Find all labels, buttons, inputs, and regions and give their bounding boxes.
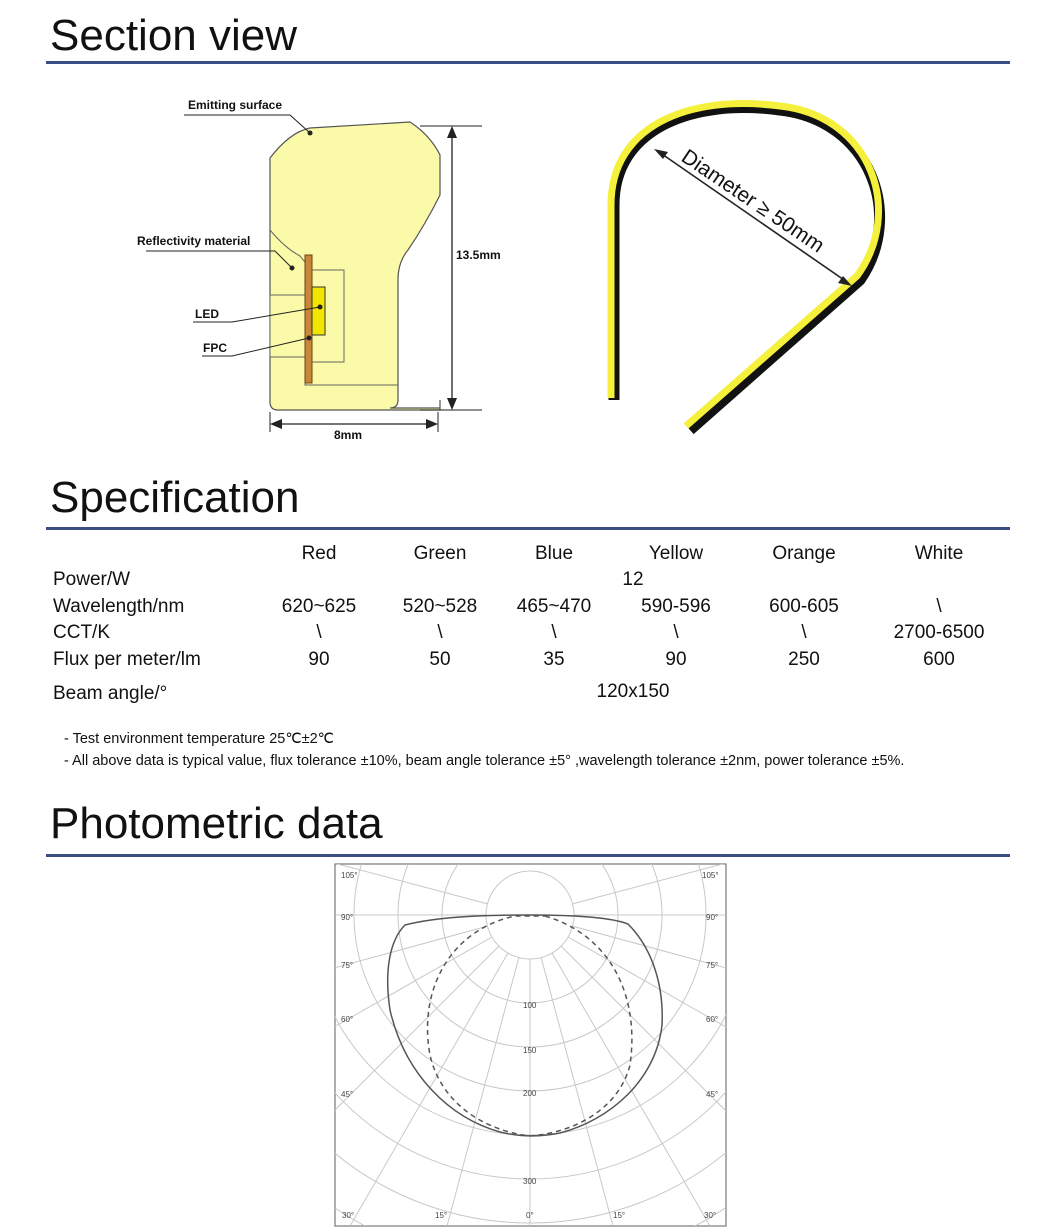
cell: 465~470	[516, 596, 592, 617]
note-temperature: - Test environment temperature 25℃±2℃	[64, 731, 334, 747]
left-angle-label: 75°	[341, 961, 354, 970]
diameter-label: Diameter ≥ 50mm	[677, 145, 829, 258]
fpc-slot	[270, 295, 307, 357]
row-label-wavelength: Wavelength/nm	[53, 596, 185, 617]
strip-shadow	[614, 108, 880, 430]
cell: \	[673, 622, 679, 643]
cell: 600	[923, 649, 955, 670]
cell: 590-596	[641, 596, 711, 617]
cell: 2700-6500	[893, 622, 985, 643]
radial-label: 100	[523, 1001, 537, 1010]
polar-photometric-chart	[334, 863, 727, 1227]
cell: 620~625	[281, 596, 357, 617]
emitting-surface-label: Emitting surface	[188, 98, 283, 112]
bottom-angle-label: 0°	[526, 1211, 534, 1220]
power-value: 12	[622, 569, 644, 590]
section-view-rule	[46, 61, 1010, 64]
cell: \	[551, 622, 557, 643]
cell: 90	[665, 649, 687, 670]
reflectivity-material-label: Reflectivity material	[137, 234, 251, 248]
profile-body	[270, 122, 440, 410]
right-angle-label: 75°	[706, 961, 719, 970]
cell: \	[801, 622, 807, 643]
cell: 90	[308, 649, 330, 670]
radial-label: 200	[523, 1089, 537, 1098]
cell: 520~528	[402, 596, 478, 617]
left-angle-label: 60°	[341, 1015, 354, 1024]
led-chip	[312, 287, 325, 335]
note-tolerances: - All above data is typical value, flux tolerance ±10%, beam angle tolerance ±5° ,wavelength tolerance ±2nm, power tolerance ±5%.	[64, 753, 905, 769]
specification-heading: Specification	[50, 473, 300, 522]
cell: \	[437, 622, 443, 643]
fpc-strip	[305, 255, 312, 383]
right-angle-label: 60°	[706, 1015, 719, 1024]
specification-rule	[46, 527, 1010, 530]
left-angle-label: 105°	[341, 871, 358, 880]
bent-strip-illustration	[595, 85, 900, 445]
photometric-heading: Photometric data	[50, 799, 383, 848]
radial-label: 300	[523, 1177, 537, 1186]
cross-section-diagram	[120, 85, 520, 455]
cell: 600-605	[769, 596, 839, 617]
cell: 35	[543, 649, 565, 670]
bottom-angle-label: 15°	[613, 1211, 626, 1220]
cell: 50	[429, 649, 451, 670]
cell: \	[316, 622, 322, 643]
row-label-power: Power/W	[53, 569, 131, 590]
height-dimension-label: 13.5mm	[456, 248, 501, 262]
col-header-green: Green	[413, 543, 467, 564]
row-label-flux: Flux per meter/lm	[53, 649, 201, 670]
col-header-yellow: Yellow	[648, 543, 704, 564]
strip-yellow	[611, 104, 879, 426]
bottom-angle-label: 15°	[435, 1211, 448, 1220]
right-angle-label: 90°	[706, 913, 719, 922]
led-label: LED	[195, 307, 219, 321]
col-header-orange: Orange	[772, 543, 836, 564]
row-label-cct: CCT/K	[53, 622, 110, 643]
section-view-heading: Section view	[50, 11, 298, 60]
left-angle-label: 45°	[341, 1090, 354, 1099]
row-label-beam-angle: Beam angle/°	[53, 683, 168, 704]
fpc-label: FPC	[203, 341, 227, 355]
bottom-angle-label: 30°	[342, 1211, 355, 1220]
cell: 250	[788, 649, 820, 670]
cell: \	[936, 596, 942, 617]
right-angle-label: 45°	[706, 1090, 719, 1099]
col-header-white: White	[914, 543, 964, 564]
left-angle-label: 90°	[341, 913, 354, 922]
bottom-angle-label: 30°	[704, 1211, 717, 1220]
col-header-blue: Blue	[534, 543, 574, 564]
beam-angle-value: 120x150	[596, 681, 670, 702]
width-dimension-label: 8mm	[334, 428, 363, 442]
right-angle-label: 105°	[702, 871, 719, 880]
photometric-rule	[46, 854, 1010, 857]
radial-label: 150	[523, 1046, 537, 1055]
col-header-red: Red	[301, 543, 337, 564]
